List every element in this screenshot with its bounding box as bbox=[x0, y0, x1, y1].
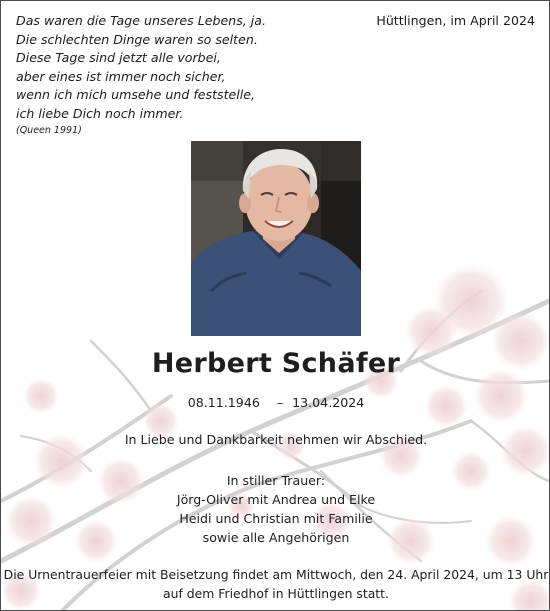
mourners-block bbox=[1, 471, 550, 547]
death-date: 13.04.2024 bbox=[292, 395, 365, 410]
mourner-line: Heidi und Christian mit Familie bbox=[179, 511, 373, 526]
poem-credit: (Queen 1991) bbox=[16, 124, 82, 136]
portrait-photo bbox=[191, 141, 361, 336]
portrait-image bbox=[191, 141, 361, 336]
funeral-line: Die Urnentrauerfeier mit Beisetzung findet am Mittwoch, den 24. April 2024, um 13 Uhr bbox=[3, 567, 549, 582]
poem-line: ich liebe Dich noch immer. bbox=[16, 105, 184, 121]
poem-line: wenn ich mich umsehe und feststelle, bbox=[16, 87, 256, 103]
farewell-text: In Liebe und Dankbarkeit nehmen wir Abschied. bbox=[124, 432, 428, 447]
poem-line: Das waren die Tage unseres Lebens, ja. bbox=[16, 13, 267, 28]
deceased-name: Herbert Schäfer bbox=[151, 348, 401, 379]
funeral-line: auf dem Friedhof in Hüttlingen statt. bbox=[163, 586, 389, 601]
poem-line: aber eines ist immer noch sicher, bbox=[16, 68, 226, 84]
funeral-announcement bbox=[1, 565, 550, 603]
poem bbox=[16, 12, 296, 138]
birth-date: 08.11.1946 bbox=[187, 395, 260, 410]
life-dates bbox=[1, 395, 550, 410]
date-separator: – bbox=[276, 395, 284, 410]
poem-line: Die schlechten Dinge waren so selten. bbox=[16, 31, 258, 47]
place-and-date: Hüttlingen, im April 2024 bbox=[376, 13, 535, 28]
mourners-heading: In stiller Trauer: bbox=[226, 473, 326, 488]
mourner-line: sowie alle Angehörigen bbox=[202, 530, 350, 545]
poem-line: Diese Tage sind jetzt alle vorbei, bbox=[16, 50, 221, 66]
mourner-line: Jörg-Oliver mit Andrea und Elke bbox=[176, 492, 376, 507]
